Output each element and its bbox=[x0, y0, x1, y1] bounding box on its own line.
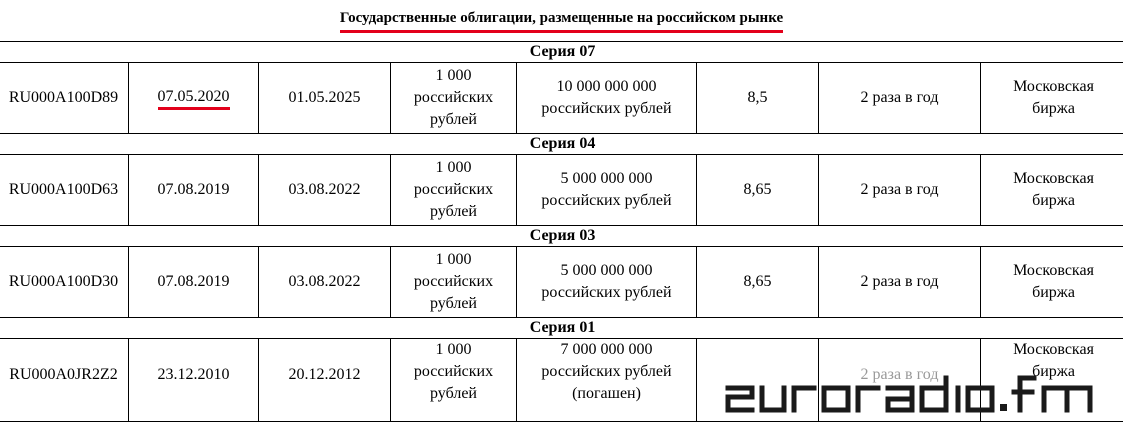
nominal-line-3: рублей bbox=[430, 295, 477, 312]
placement-date-cell: 07.08.2019 bbox=[129, 155, 259, 226]
volume-line-2: российских рублей bbox=[541, 284, 672, 301]
placement-date-highlighted: 07.05.2020 bbox=[158, 87, 230, 110]
exchange-line-1: Московская bbox=[1013, 170, 1094, 187]
nominal-cell bbox=[391, 155, 517, 226]
nominal-line-3: рублей bbox=[430, 203, 477, 220]
volume-line-1: 10 000 000 000 bbox=[556, 78, 657, 95]
frequency-cell: 2 раза в год bbox=[819, 247, 981, 318]
series-header-row bbox=[0, 226, 1123, 247]
rate-cell: 8,65 bbox=[697, 155, 819, 226]
exchange-line-1: Московская bbox=[1013, 78, 1094, 95]
exchange-cell bbox=[981, 155, 1123, 226]
exchange-line-2: биржа bbox=[1032, 284, 1075, 301]
exchange-cell bbox=[981, 63, 1123, 134]
series-header-row bbox=[0, 318, 1123, 339]
exchange-line-1: Московская bbox=[1013, 262, 1094, 279]
euroradio-watermark-logo bbox=[722, 374, 1102, 420]
series-label: Серия 01 bbox=[0, 318, 1123, 339]
volume-line-1: 5 000 000 000 bbox=[560, 262, 653, 279]
nominal-line-3: рублей bbox=[430, 385, 477, 402]
exchange-line-2: биржа bbox=[1032, 100, 1075, 117]
nominal-line-1: 1 000 bbox=[435, 251, 472, 268]
maturity-date-cell: 03.08.2022 bbox=[259, 247, 391, 318]
document-title bbox=[0, 8, 1123, 33]
table-row bbox=[0, 155, 1123, 226]
nominal-line-2: российских bbox=[413, 181, 494, 198]
nominal-line-2: российских bbox=[413, 363, 494, 380]
nominal-line-3: рублей bbox=[430, 111, 477, 128]
maturity-date-cell: 03.08.2022 bbox=[259, 155, 391, 226]
nominal-line-2: российских bbox=[413, 89, 494, 106]
isin-cell: RU000A100D63 bbox=[0, 155, 129, 226]
frequency-cell: 2 раза в год bbox=[819, 339, 981, 422]
nominal-line-1: 1 000 bbox=[435, 341, 472, 358]
nominal-cell bbox=[391, 247, 517, 318]
exchange-line-2: биржа bbox=[1032, 363, 1075, 380]
series-header-row bbox=[0, 134, 1123, 155]
table-row bbox=[0, 247, 1123, 318]
volume-line-1: 7 000 000 000 bbox=[560, 341, 653, 358]
nominal-cell bbox=[391, 63, 517, 134]
document-title-text: Государственные облигации, размещенные на российском рынке bbox=[340, 8, 783, 33]
series-header-row bbox=[0, 42, 1123, 63]
volume-line-2: российских рублей bbox=[541, 192, 672, 209]
volume-line-1: 5 000 000 000 bbox=[560, 170, 653, 187]
nominal-line-2: российских bbox=[413, 273, 494, 290]
exchange-line-2: биржа bbox=[1032, 192, 1075, 209]
frequency-cell: 2 раза в год bbox=[819, 155, 981, 226]
euroradio-logo-icon bbox=[722, 374, 1102, 420]
series-label: Серия 07 bbox=[0, 42, 1123, 63]
frequency-cell: 2 раза в год bbox=[819, 63, 981, 134]
rate-cell: 8,5 bbox=[697, 63, 819, 134]
bonds-table bbox=[0, 41, 1123, 422]
volume-line-2: российских рублей bbox=[541, 100, 672, 117]
placement-date-cell: 23.12.2010 bbox=[129, 339, 259, 422]
isin-cell: RU000A100D30 bbox=[0, 247, 129, 318]
volume-line-2: российских рублей bbox=[541, 363, 672, 380]
exchange-cell bbox=[981, 247, 1123, 318]
nominal-cell bbox=[391, 339, 517, 422]
series-label: Серия 03 bbox=[0, 226, 1123, 247]
maturity-date-cell: 20.12.2012 bbox=[259, 339, 391, 422]
maturity-date-cell: 01.05.2025 bbox=[259, 63, 391, 134]
series-label: Серия 04 bbox=[0, 134, 1123, 155]
nominal-line-1: 1 000 bbox=[435, 159, 472, 176]
volume-cell bbox=[517, 63, 697, 134]
volume-line-3: (погашен) bbox=[572, 385, 641, 402]
volume-cell bbox=[517, 155, 697, 226]
volume-cell bbox=[517, 247, 697, 318]
table-row bbox=[0, 63, 1123, 134]
isin-cell: RU000A100D89 bbox=[0, 63, 129, 134]
nominal-line-1: 1 000 bbox=[435, 67, 472, 84]
placement-date-cell: 07.08.2019 bbox=[129, 247, 259, 318]
isin-cell: RU000A0JR2Z2 bbox=[0, 339, 129, 422]
exchange-line-1: Московская bbox=[1013, 341, 1094, 358]
rate-cell: 8,65 bbox=[697, 247, 819, 318]
placement-date-cell bbox=[129, 63, 259, 134]
volume-cell bbox=[517, 339, 697, 422]
